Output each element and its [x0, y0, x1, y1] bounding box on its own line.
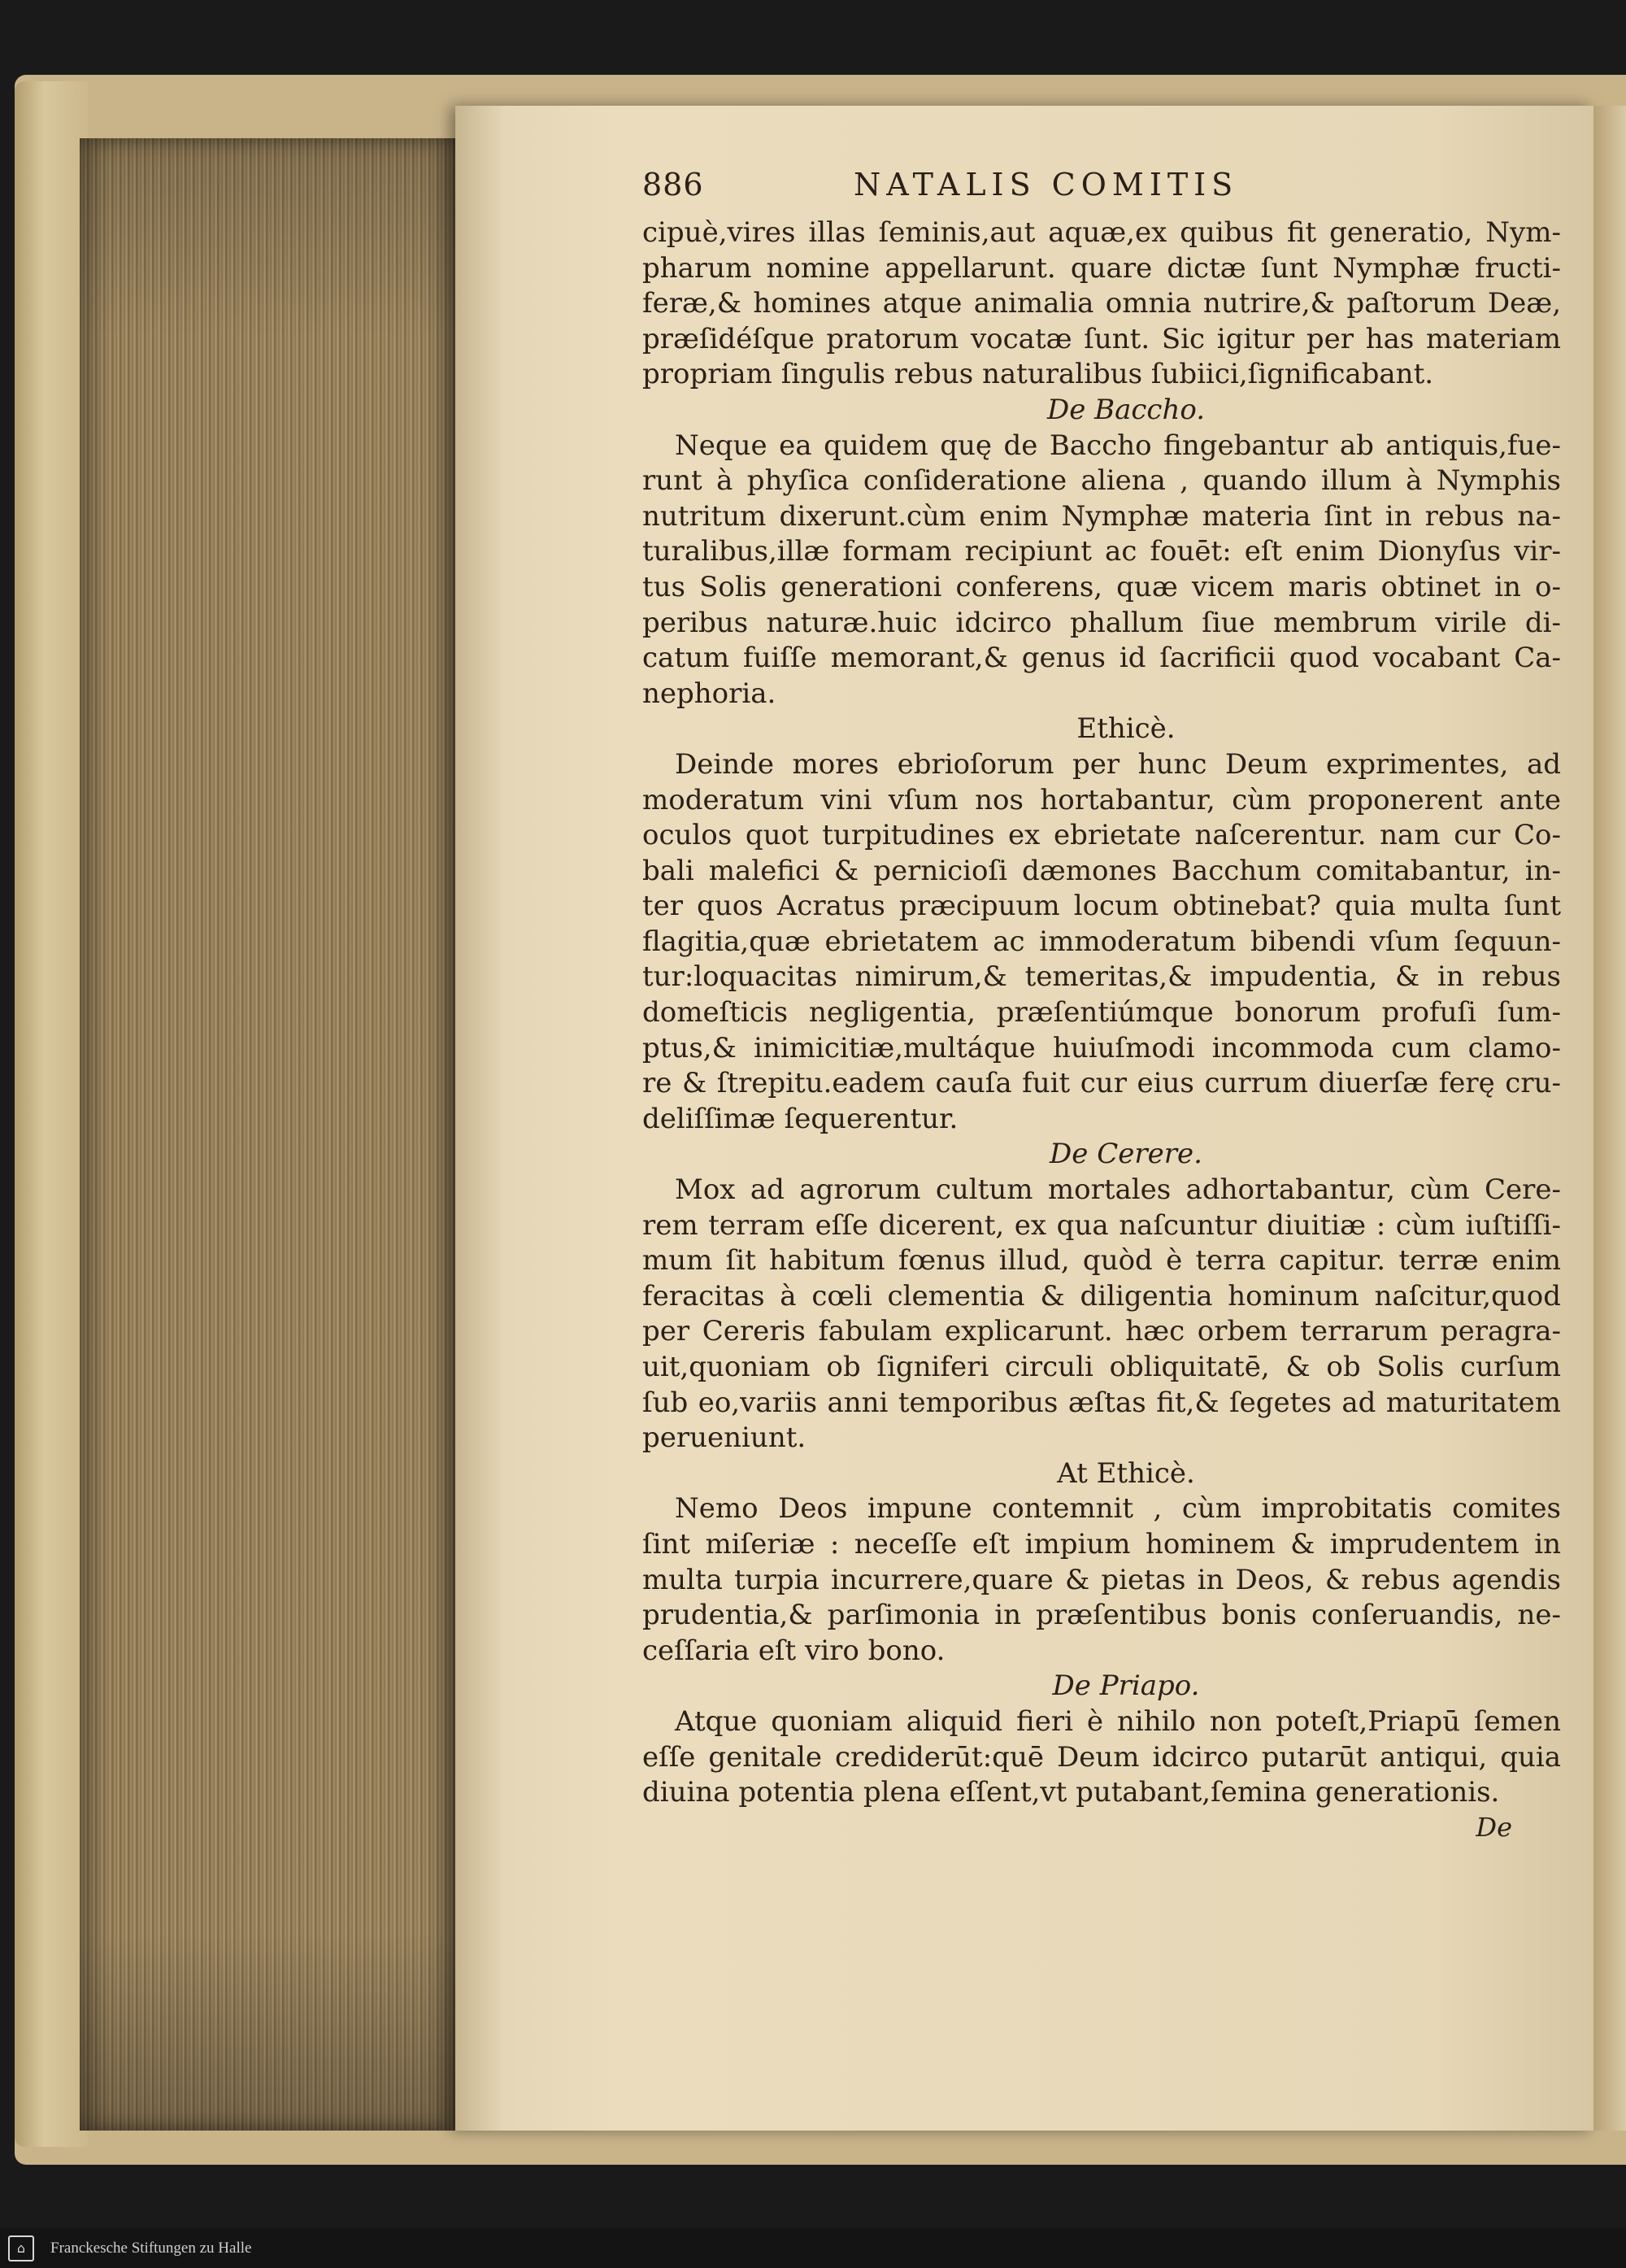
- opposite-page-edge: [1593, 106, 1626, 2131]
- text-line: cipuè,vires illas ſeminis,aut aquæ,ex quibus fit generatio, Nym-: [642, 216, 1561, 249]
- text-line: turalibus,illæ formam recipiunt ac fouēt: eſt enim Dionyſus vir-: [642, 535, 1561, 568]
- text-line: mum ſit habitum fœnus illud, quòd è terra capitur. terræ enim: [642, 1244, 1561, 1278]
- text-line: rem terram eſſe dicerent, ex qua naſcuntur diuitiæ : cùm iuſtiſſi-: [642, 1208, 1561, 1242]
- text-line: perueniunt.: [642, 1421, 806, 1455]
- text-line: ptus,& inimicitiæ,multáque huiuſmodi incommoda cum clamo-: [642, 1031, 1561, 1064]
- text-line: nutritum dixerunt.cùm enim Nymphæ materia ſint in rebus na-: [642, 499, 1561, 533]
- section-heading: De Cerere.: [1050, 1138, 1202, 1171]
- franckesche-stiftungen-logo-icon: ⌂: [8, 2235, 34, 2261]
- running-head: NATALIS COMITIS: [854, 167, 1239, 202]
- text-line: prudentia,& parſimonia in præſentibus bonis conſeruandis, ne-: [642, 1599, 1561, 1632]
- text-line: diuina potentia plena eſſent,vt putabant,ſemina generationis.: [642, 1776, 1500, 1809]
- text-line: flagitia,quæ ebrietatem ac immoderatum bibendi vſum ſequun-: [642, 925, 1561, 958]
- page-text: [642, 167, 1561, 1844]
- text-line: eſſe genitale crediderūt:quē Deum idcirco putarūt antiqui, quia: [642, 1740, 1561, 1774]
- text-line: peribus naturæ.huic idcirco phallum ſiue membrum virile di-: [642, 606, 1561, 639]
- text-line: Deinde mores ebrioſorum per hunc Deum exprimentes, ad: [675, 747, 1561, 781]
- page-header: [642, 167, 1561, 215]
- page-edges: [80, 138, 462, 2131]
- vellum-cover: [15, 81, 88, 2147]
- body-text: [642, 215, 1561, 1811]
- section-heading: Ethicè.: [1076, 712, 1176, 746]
- text-line: feracitas à cœli clementia & diligentia hominum naſcitur,quod: [642, 1279, 1561, 1312]
- text-line: Neque ea quidem quę de Baccho fingebantur ab antiquis,fue-: [675, 429, 1561, 462]
- text-line: ceſſaria eſt viro bono.: [642, 1634, 946, 1667]
- text-line: ſub eo,variis anni temporibus æſtas fit,& ſegetes ad maturitatem: [642, 1386, 1561, 1419]
- text-line: ter quos Acratus præcipuum locum obtinebat? quia multa ſunt: [642, 890, 1561, 923]
- text-line: per Cereris fabulam explicarunt. hæc orbem terrarum peragra-: [642, 1315, 1561, 1348]
- text-line: uit,quoniam ob ſigniferi circuli obliquitatē, & ob Solis curſum: [642, 1351, 1561, 1383]
- text-line: domeſticis negligentia, præſentiúmque bonorum profuſi ſum-: [642, 996, 1561, 1030]
- section-heading: De Priapo.: [1052, 1669, 1200, 1703]
- page-number: 886: [642, 167, 704, 202]
- text-line: deliſſimæ ſequerentur.: [642, 1102, 959, 1135]
- text-line: oculos quot turpitudines ex ebrietate naſcerentur. nam cur Co-: [642, 819, 1561, 852]
- text-line: re & ſtrepitu.eadem cauſa fuit cur eius currum diuerſæ ferę cru-: [642, 1067, 1561, 1100]
- footer-text: Franckesche Stiftungen zu Halle: [50, 2239, 252, 2257]
- text-line: præſidéſque pratorum vocatæ ſunt. Sic igitur per has materiam: [642, 322, 1561, 355]
- text-line: moderatum vini vſum nos hortabantur, cùm proponerent ante: [642, 783, 1561, 816]
- text-line: multa turpia incurrere,quare & pietas in Deos, & rebus agendis: [642, 1563, 1561, 1596]
- section-heading: De Baccho.: [1046, 393, 1206, 426]
- text-line: ſint miſeriæ : neceſſe eſt impium hominem & imprudentem in: [642, 1527, 1561, 1561]
- text-line: propriam ſingulis rebus naturalibus ſubiici,ſignificabant.: [642, 358, 1434, 391]
- text-line: tur:loquacitas nimirum,& temeritas,& impudentia, & in rebus: [642, 960, 1561, 994]
- catchword: De: [1476, 1811, 1512, 1843]
- text-line: Mox ad agrorum cultum mortales adhortabantur, cùm Cere-: [675, 1173, 1561, 1207]
- text-line: feræ,& homines atque animalia omnia nutrire,& paſtorum Deæ,: [642, 287, 1561, 320]
- text-line: pharum nomine appellarunt. quare dictæ ſunt Nymphæ fructi-: [642, 251, 1561, 285]
- text-line: runt à phyſica conſideratione aliena , quando illum à Nymphis: [642, 464, 1561, 498]
- text-line: tus Solis generationi conferens, quæ vicem maris obtinet in o-: [642, 570, 1561, 603]
- text-line: Atque quoniam aliquid fieri è nihilo non poteſt,Priapū ſemen: [675, 1704, 1561, 1738]
- footer-bar: [0, 2228, 1626, 2268]
- text-line: Nemo Deos impune contemnit , cùm improbitatis comites: [675, 1492, 1561, 1526]
- text-line: bali malefici & pernicioſi dæmones Bacchum comitabantur, in-: [642, 854, 1561, 887]
- text-line: catum fuiſſe memorant,& genus id ſacrificii quod vocabant Ca-: [642, 642, 1561, 675]
- text-line: nephoria.: [642, 677, 776, 710]
- section-heading: At Ethicè.: [1057, 1456, 1195, 1490]
